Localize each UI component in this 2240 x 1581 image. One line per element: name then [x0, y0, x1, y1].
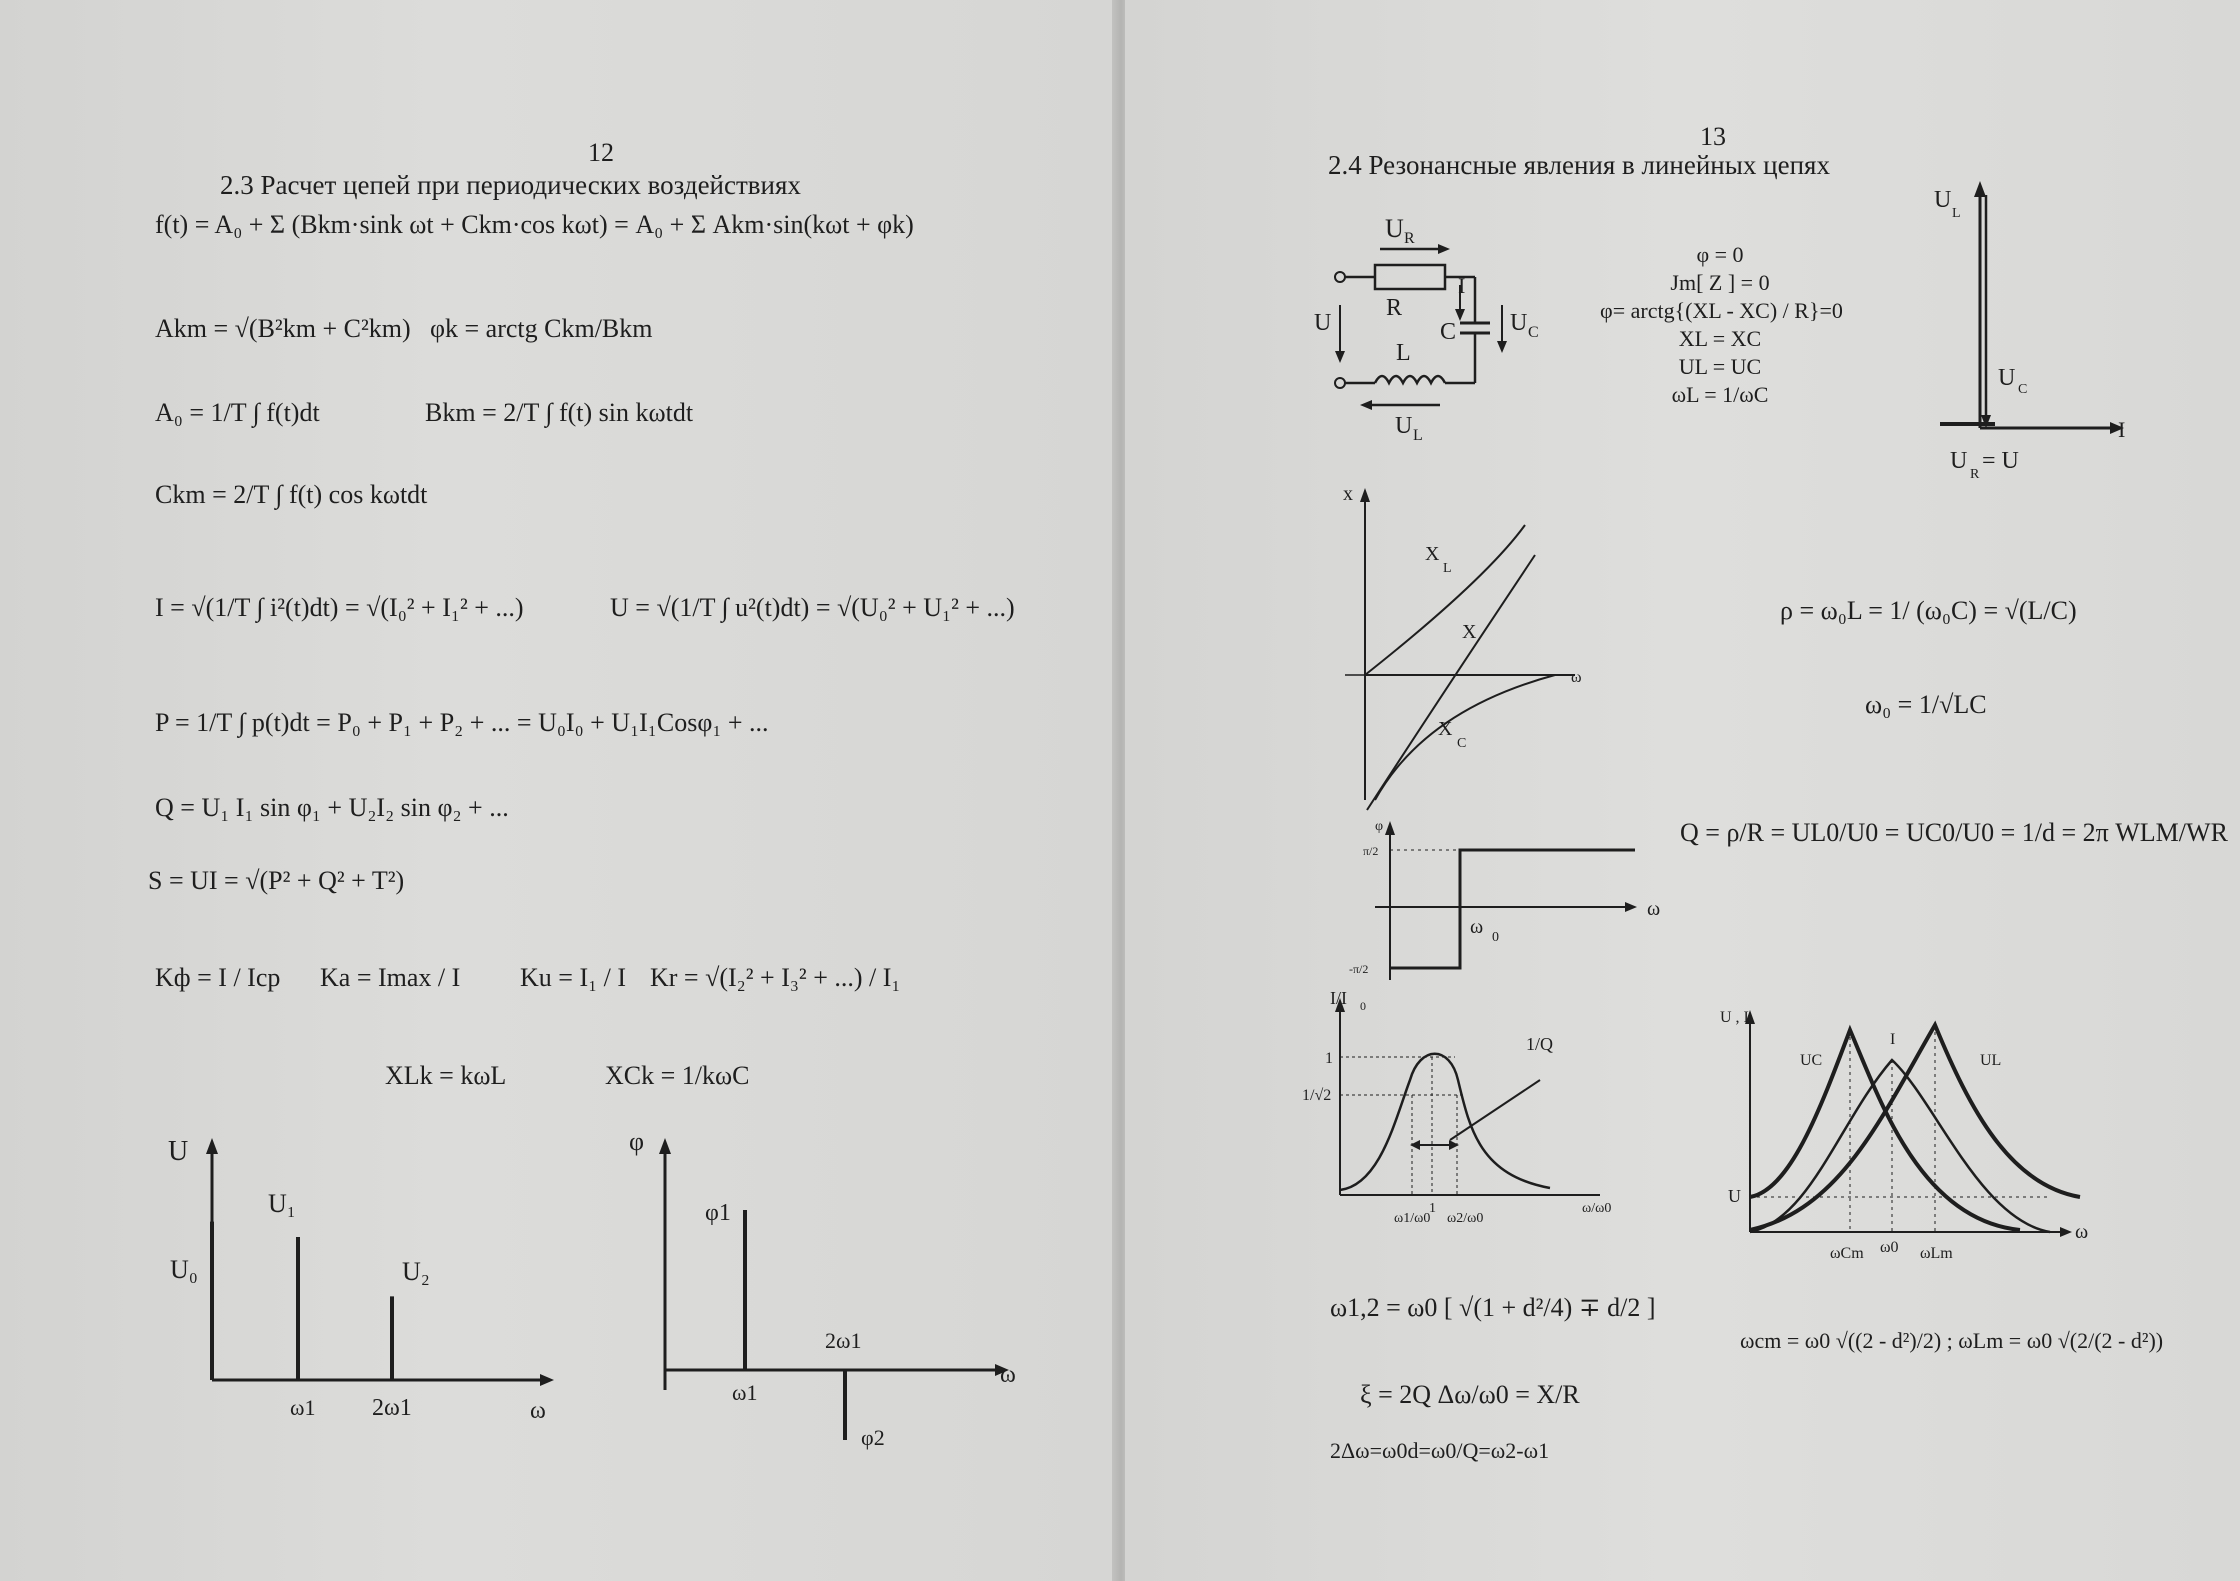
left-page-heading: 2.3 Расчет цепей при периодических воздействиях	[220, 170, 801, 200]
cond-ul-uc: UL = UC	[1678, 354, 1762, 379]
amp-x-label: ω	[530, 1398, 546, 1424]
resonance-conditions	[1600, 242, 1843, 407]
amp-tick-w1: ω1	[290, 1395, 316, 1420]
phase-label-phi2: φ2	[861, 1425, 885, 1450]
phasor-ul-sub: L	[1952, 206, 1961, 221]
amp-label-u2: U₂	[402, 1257, 430, 1286]
formula-phik: φk = arctg Ckm/Bkm	[430, 314, 653, 343]
right-page-heading: 2.4 Резонансные явления в линейных цепях	[1328, 150, 1830, 180]
formula-w0: ω₀ = 1/√LC	[1865, 690, 1987, 719]
circuit-ur-label: U	[1385, 214, 1404, 243]
resonance-curve-chart	[1300, 990, 1660, 1260]
formula-w12: ω1,2 = ω0 [ √(1 + d²/4) ∓ d/2 ]	[1330, 1293, 1656, 1322]
phasor-ul-label: U	[1934, 187, 1952, 213]
formula-u-rms: U = √(1/T ∫ u²(t)dt) = √(U₀² + U₁² + ...)	[610, 593, 1015, 622]
formula-i-rms: I = √(1/T ∫ i²(t)dt) = √(I₀² + I₁² + ...)	[155, 593, 524, 622]
formula-q: Q = ρ/R = UL0/U0 = UC0/U0 = 1/d = 2π WLM/WR	[1680, 818, 2228, 847]
formula-fourier: f(t) = A₀ + Σ (Bkm·sink ωt + Ckm·cos kωt) = A₀ + Σ Akm·sin(kωt + φk)	[155, 210, 914, 239]
res-annotation: 1/Q	[1526, 1034, 1553, 1054]
phasor-uc-sub: C	[2018, 382, 2028, 397]
rlc-circuit-diagram	[1310, 205, 1570, 445]
formula-power-p: P = 1/T ∫ p(t)dt = P₀ + P₁ + P₂ + ... = U₀I₀ + U₁I₁Cosφ₁ + ...	[155, 708, 769, 737]
formula-kf: Kф = I / Iср	[155, 963, 281, 992]
circuit-uc-sub: C	[1528, 324, 1539, 341]
phase-plot-pi2: π/2	[1363, 844, 1379, 858]
reactance-xc-sub: C	[1457, 736, 1467, 751]
amp-label-u1: U₁	[268, 1189, 296, 1218]
formula-akm: Akm = √(B²km + C²km)	[155, 314, 411, 343]
cond-xl-xc: XL = XC	[1678, 326, 1762, 351]
amplitude-spectrum-chart	[150, 1130, 560, 1430]
formula-band: 2Δω=ω0d=ω0/Q=ω2-ω1	[1330, 1438, 1550, 1463]
formula-xck: XCk = 1/kωC	[605, 1061, 750, 1090]
res-y-tick-1: 1	[1325, 1050, 1333, 1067]
reactance-y-label: x	[1343, 483, 1353, 505]
phasor-uc-label: U	[1998, 365, 2016, 391]
phasor-ur-sub: R	[1970, 467, 1980, 482]
phase-plot-w0: ω	[1470, 916, 1484, 938]
circuit-r-label: R	[1386, 295, 1403, 321]
res-y-label: I/I	[1330, 988, 1347, 1008]
resistor-icon	[1375, 265, 1445, 289]
phase-plot-neg-pi2: -π/2	[1349, 962, 1369, 976]
vc-y-label: U , I	[1720, 1009, 1749, 1026]
circuit-ul-sub: L	[1413, 427, 1423, 444]
phasor-diagram	[1920, 175, 2140, 495]
vc-u-tick: U	[1728, 1186, 1741, 1206]
reactance-x: X	[1462, 621, 1477, 643]
vc-curve-uc: UC	[1800, 1052, 1823, 1069]
vc-x-label: ω	[2075, 1221, 2089, 1243]
cond-arctg: φ= arctg{(XL - XC) / R}=0	[1600, 298, 1843, 323]
formula-rho: ρ = ω₀L = 1/ (ω₀C) = √(L/C)	[1780, 596, 2077, 625]
amp-label-u0: U₀	[170, 1255, 198, 1284]
phase-spectrum-chart	[615, 1127, 1035, 1470]
phase-plot-y-label: φ	[1375, 819, 1384, 834]
res-y-sub: 0	[1360, 999, 1366, 1013]
phase-label-phi1: φ1	[705, 1200, 731, 1226]
phase-response-plot	[1335, 815, 1675, 985]
vc-curve-ul: UL	[1980, 1052, 2002, 1069]
formula-a0: A₀ = 1/T ∫ f(t)dt	[155, 398, 320, 427]
formula-ku: Ku = I₁ / I	[520, 963, 627, 992]
right-page-number: 13	[1700, 122, 1726, 151]
left-page-number: 12	[588, 138, 614, 167]
vc-tick-wlm: ωLm	[1920, 1245, 1953, 1262]
voltage-curves-chart	[1720, 1000, 2090, 1270]
circuit-ur-sub: R	[1404, 230, 1415, 247]
amp-y-label: U	[168, 1136, 189, 1167]
res-x-tick-1: 1	[1429, 1201, 1436, 1216]
vc-tick-wcm: ωCm	[1830, 1245, 1864, 1262]
cond-jmz: Jm[ Z ] = 0	[1670, 270, 1770, 295]
circuit-ul-label: U	[1395, 413, 1413, 439]
phase-tick-2w1: 2ω1	[825, 1328, 862, 1353]
reactance-xl-sub: L	[1443, 561, 1452, 576]
circuit-c-label: C	[1440, 319, 1457, 345]
inductor-icon	[1375, 376, 1445, 383]
formula-ckm: Ckm = 2/T ∫ f(t) cos kωtdt	[155, 480, 428, 509]
res-x-label: ω/ω0	[1582, 1201, 1612, 1216]
cond-wl: ωL = 1/ωC	[1671, 382, 1769, 407]
reactance-xl: X	[1425, 543, 1440, 565]
formula-xi: ξ = 2Q Δω/ω0 = X/R	[1360, 1380, 1580, 1409]
reactance-x-label: ω	[1571, 669, 1582, 686]
phase-plot-x-label: ω	[1647, 898, 1661, 920]
formula-power-q: Q = U₁ I₁ sin φ₁ + U₂I₂ sin φ₂ + ...	[155, 793, 509, 822]
circuit-uc-label: U	[1510, 310, 1528, 336]
phasor-ur-eq: = U	[1982, 448, 2019, 474]
res-x-tick-w1: ω1/ω0	[1394, 1211, 1431, 1226]
phasor-ur-label: U	[1950, 448, 1968, 474]
phase-plot-w0-sub: 0	[1492, 930, 1499, 945]
phase-y-label: φ	[629, 1127, 645, 1156]
res-y-tick-rt2: 1/√2	[1302, 1087, 1332, 1104]
formula-xlk: XLk = kωL	[385, 1061, 507, 1090]
cond-phi: φ = 0	[1696, 242, 1744, 267]
vc-curve-i: I	[1890, 1031, 1896, 1048]
formula-ka: Ka = Imax / I	[320, 963, 461, 992]
circuit-u-label: U	[1314, 310, 1332, 336]
phasor-i-label: I	[2118, 417, 2126, 442]
phase-tick-w1: ω1	[732, 1380, 758, 1405]
vc-tick-w0: ω0	[1880, 1239, 1899, 1256]
reactance-xc: X	[1438, 718, 1453, 740]
amp-tick-2w1: 2ω1	[372, 1395, 412, 1421]
circuit-i-label: I	[1458, 273, 1466, 298]
formula-bkm: Bkm = 2/T ∫ f(t) sin kωtdt	[425, 398, 694, 427]
res-x-tick-w2: ω2/ω0	[1447, 1211, 1484, 1226]
phase-x-label: ω	[1000, 1362, 1016, 1388]
formula-power-s: S = UI = √(P² + Q² + T²)	[148, 866, 405, 895]
circuit-l-label: L	[1396, 340, 1411, 366]
formula-kr: Kr = √(I₂² + I₃² + ...) / I₁	[650, 963, 901, 992]
reactance-plot	[1335, 480, 1595, 810]
formula-wcm-wlm: ωcm = ω0 √((2 - d²)/2) ; ωLm = ω0 √(2/(2 - d²))	[1740, 1328, 2164, 1353]
